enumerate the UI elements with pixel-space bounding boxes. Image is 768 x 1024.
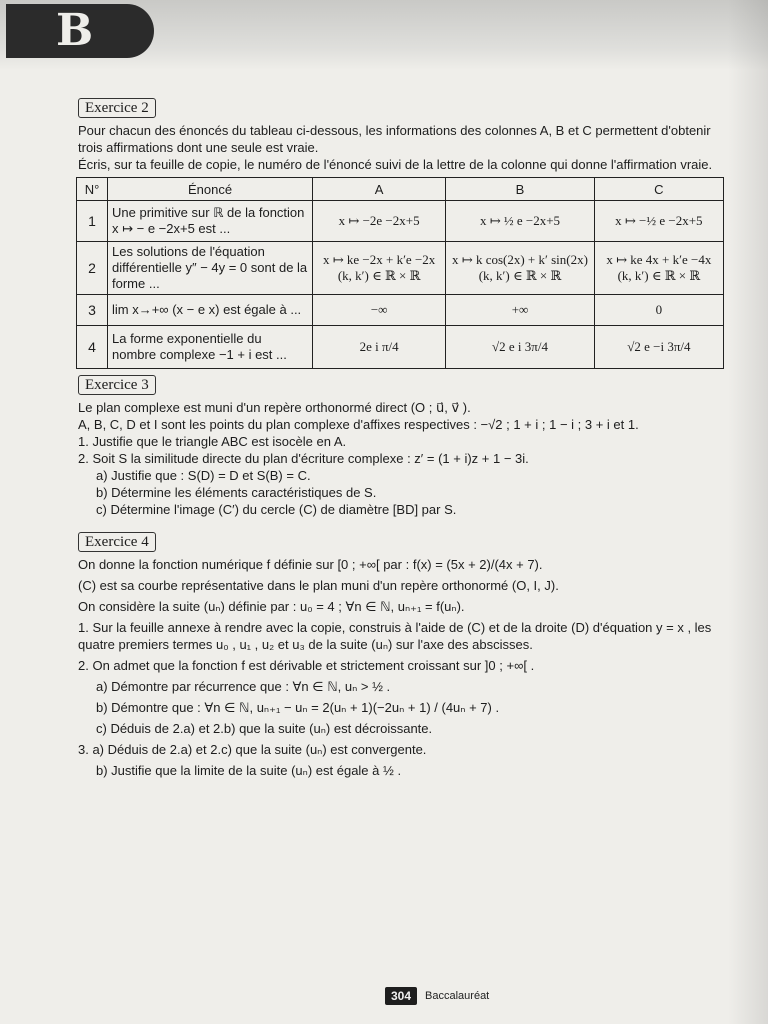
row-answer-c: √2 e −i 3π/4 xyxy=(594,326,723,369)
row-answer-c: x ↦ −½ e −2x+5 xyxy=(594,201,723,242)
exercise-2-intro-2: Écris, sur ta feuille de copie, le numéro de l'énoncé suivi de la lettre de la colonne qui donne l'affirmation vraie. xyxy=(78,157,713,172)
footer-label: Baccalauréat xyxy=(425,990,490,1002)
col-header-a: A xyxy=(313,178,446,201)
exercise-4 xyxy=(78,532,728,779)
row-answer-c: 0 xyxy=(594,295,723,326)
row-answer-b: √2 e i 3π/4 xyxy=(446,326,594,369)
row-enonce: La forme exponentielle du nombre complexe −1 + i est ... xyxy=(108,326,313,369)
row-answer-a: x ↦ ke −2x + k′e −2x (k, k′) ∈ ℝ × ℝ xyxy=(313,242,446,295)
logo-glyph: B xyxy=(56,5,94,56)
row-number: 2 xyxy=(77,242,108,295)
col-header-enonce: Énoncé xyxy=(108,178,313,201)
exercise-2-intro-1: Pour chacun des énoncés du tableau ci-dessous, les informations des colonnes A, B et C permettent d'obtenir trois affirmations dont une seule est vraie. xyxy=(78,123,711,155)
exercise-4-title: Exercice 4 xyxy=(78,532,156,552)
col-header-b: B xyxy=(446,178,594,201)
row-answer-a: x ↦ −2e −2x+5 xyxy=(313,201,446,242)
exercise-3-title: Exercice 3 xyxy=(78,375,156,395)
exercise-4-q2-sub-a: a) Démontre par récurrence que : ∀n ∈ ℕ, uₙ > ½ . xyxy=(96,679,391,694)
exercise-4-line: On donne la fonction numérique f définie sur [0 ; +∞[ par : f(x) = (5x + 2)/(4x + 7). xyxy=(78,557,543,572)
row-answer-c: x ↦ ke 4x + k′e −4x (k, k′) ∈ ℝ × ℝ xyxy=(594,242,723,295)
row-answer-a: 2e i π/4 xyxy=(313,326,446,369)
exercise-4-line: On considère la suite (uₙ) définie par : u₀ = 4 ; ∀n ∈ ℕ, uₙ₊₁ = f(uₙ). xyxy=(78,599,465,614)
row-number: 1 xyxy=(77,201,108,242)
exercise-3-line: A, B, C, D et I sont les points du plan complexe d'affixes respectives : −√2 ; 1 + i ; 1 − i ; 3 + i et 1. xyxy=(78,417,639,432)
page-number: 304 xyxy=(385,987,417,1005)
row-enonce: Une primitive sur ℝ de la fonction x ↦ − e −2x+5 est ... xyxy=(108,201,313,242)
table-row xyxy=(77,242,724,295)
exercise-4-question-3: 3. a) Déduis de 2.a) et 2.c) que la suite (uₙ) est convergente. xyxy=(78,742,427,757)
page-footer xyxy=(385,986,489,1006)
exercise-4-q3-sub-b: b) Justifie que la limite de la suite (uₙ) est égale à ½ . xyxy=(96,763,402,778)
row-answer-b: x ↦ k cos(2x) + k′ sin(2x) (k, k′) ∈ ℝ × ℝ xyxy=(446,242,594,295)
row-answer-b: +∞ xyxy=(446,295,594,326)
page-content xyxy=(78,98,728,779)
col-header-num: N° xyxy=(77,178,108,201)
row-enonce: Les solutions de l'équation différentielle y″ − 4y = 0 sont de la forme ... xyxy=(108,242,313,295)
exercise-3-sub-a: a) Justifie que : S(D) = D et S(B) = C. xyxy=(96,468,311,483)
exercise-3-question-2: 2. Soit S la similitude directe du plan d'écriture complexe : z′ = (1 + i)z + 1 − 3i. xyxy=(78,451,529,466)
exercise-3-sub-c: c) Détermine l'image (C′) du cercle (C) de diamètre [BD] par S. xyxy=(96,502,457,517)
exercise-3-question-1: 1. Justifie que le triangle ABC est isocèle en A. xyxy=(78,434,347,449)
exercise-4-q2-sub-b: b) Démontre que : ∀n ∈ ℕ, uₙ₊₁ − uₙ = 2(uₙ + 1)(−2uₙ + 1) / (4uₙ + 7) . xyxy=(96,700,500,715)
table-row xyxy=(77,326,724,369)
table-row xyxy=(77,201,724,242)
row-enonce: lim x→+∞ (x − e x) est égale à ... xyxy=(108,295,313,326)
row-answer-a: −∞ xyxy=(313,295,446,326)
logo-badge xyxy=(6,4,154,58)
exercise-2-title: Exercice 2 xyxy=(78,98,156,118)
exercise-4-question-2: 2. On admet que la fonction f est dérivable et strictement croissant sur ]0 ; +∞[ . xyxy=(78,658,535,673)
exercise-4-q2-sub-c: c) Déduis de 2.a) et 2.b) que la suite (uₙ) est décroissante. xyxy=(96,721,433,736)
qcm-table xyxy=(76,177,724,369)
row-answer-b: x ↦ ½ e −2x+5 xyxy=(446,201,594,242)
row-number: 4 xyxy=(77,326,108,369)
table-row xyxy=(77,295,724,326)
exercise-4-line: (C) est sa courbe représentative dans le plan muni d'un repère orthonormé (O, I, J). xyxy=(78,578,559,593)
row-number: 3 xyxy=(77,295,108,326)
exercise-3-sub-b: b) Détermine les éléments caractéristiques de S. xyxy=(96,485,377,500)
exercise-3 xyxy=(78,375,728,518)
exercise-3-line: Le plan complexe est muni d'un repère orthonormé direct (O ; u⃗, v⃗ ). xyxy=(78,400,471,415)
exercise-2 xyxy=(78,98,728,369)
exercise-4-question-1: 1. Sur la feuille annexe à rendre avec la copie, construis à l'aide de (C) et de la droite (D) d'équation y = x , les quatre premiers termes u₀ , u₁ , u₂ et u₃ de la suite (uₙ) sur l'axe des abscisses. xyxy=(78,620,712,652)
col-header-c: C xyxy=(594,178,723,201)
scan-edge-shadow xyxy=(728,0,768,1024)
qcm-header-row xyxy=(77,178,724,201)
